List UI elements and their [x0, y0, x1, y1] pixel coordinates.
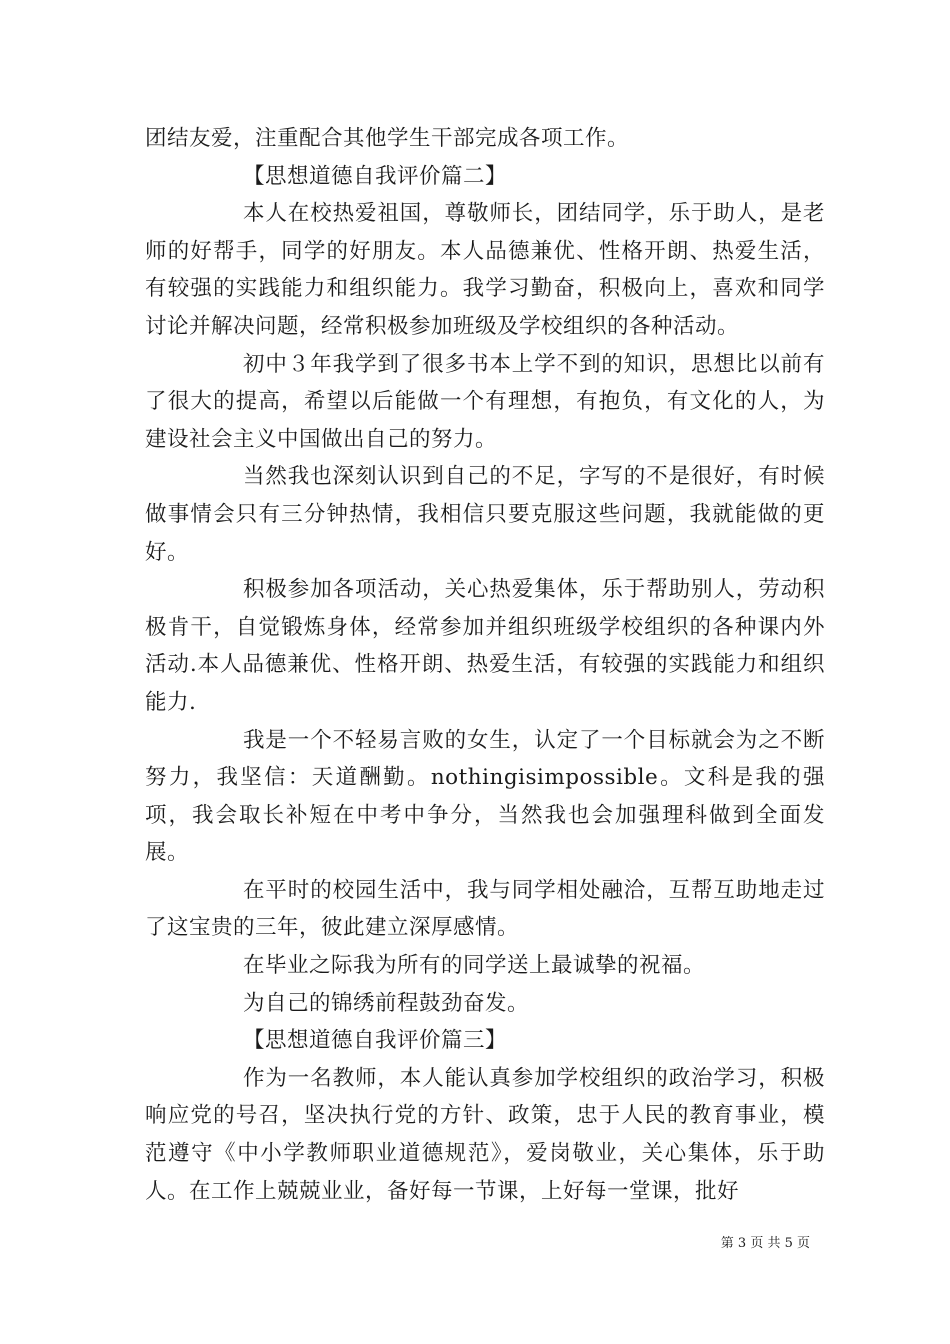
paragraph: 当然我也深刻认识到自己的不足，字写的不是很好，有时候做事情会只有三分钟热情，我相信只要克服这些问题，我就能做的更好。: [145, 464, 825, 565]
paragraph: 初中３年我学到了很多书本上学不到的知识，思想比以前有了很大的提高，希望以后能做一个有理想，有抱负，有文化的人，为建设社会主义中国做出自己的努力。: [145, 351, 825, 452]
paragraph: 积极参加各项活动，关心热爱集体，乐于帮助别人，劳动积极肯干，自觉锻炼身体，经常参加并组织班级学校组织的各种课内外活动.本人品德兼优、性格开朗、热爱生活，有较强的实践能力和组织能力.: [145, 577, 825, 715]
paragraph: 作为一名教师，本人能认真参加学校组织的政治学习，积极响应党的号召，坚决执行党的方针、政策，忠于人民的教育事业，模范遵守《中小学教师职业道德规范》，爱岗敬业，关心集体，乐于助人。在工作上兢兢业业，备好每一节课，上好每一堂课，批好: [145, 1065, 825, 1204]
paragraph: 在平时的校园生活中，我与同学相处融洽，互帮互助地走过了这宝贵的三年，彼此建立深厚感情。: [145, 877, 825, 941]
section-heading-part-2: 【思想道德自我评价篇二】: [243, 163, 508, 189]
section-heading-part-3: 【思想道德自我评价篇三】: [243, 1028, 508, 1054]
paragraph: 为自己的锦绣前程鼓劲奋发。: [243, 990, 530, 1016]
paragraph: 在毕业之际我为所有的同学送上最诚挚的祝福。: [243, 953, 706, 979]
paragraph: 我是一个不轻易言败的女生，认定了一个目标就会为之不断努力，我坚信：天道酬勤。nothingisimpossible。文科是我的强项，我会取长补短在中考中争分，当然我也会加强理科做到全面发展。: [145, 727, 825, 866]
document-body: [145, 120, 825, 1210]
paragraph: 本人在校热爱祖国，尊敬师长，团结同学，乐于助人，是老师的好帮手，同学的好朋友。本人品德兼优、性格开朗、热爱生活，有较强的实践能力和组织能力。我学习勤奋，积极向上，喜欢和同学讨论并解决问题，经常积极参加班级及学校组织的各种活动。: [145, 201, 825, 339]
paragraph-continuation: 团结友爱，注重配合其他学生干部完成各项工作。: [145, 126, 630, 151]
page-number: 第 3 页 共 5 页: [720, 1236, 810, 1251]
